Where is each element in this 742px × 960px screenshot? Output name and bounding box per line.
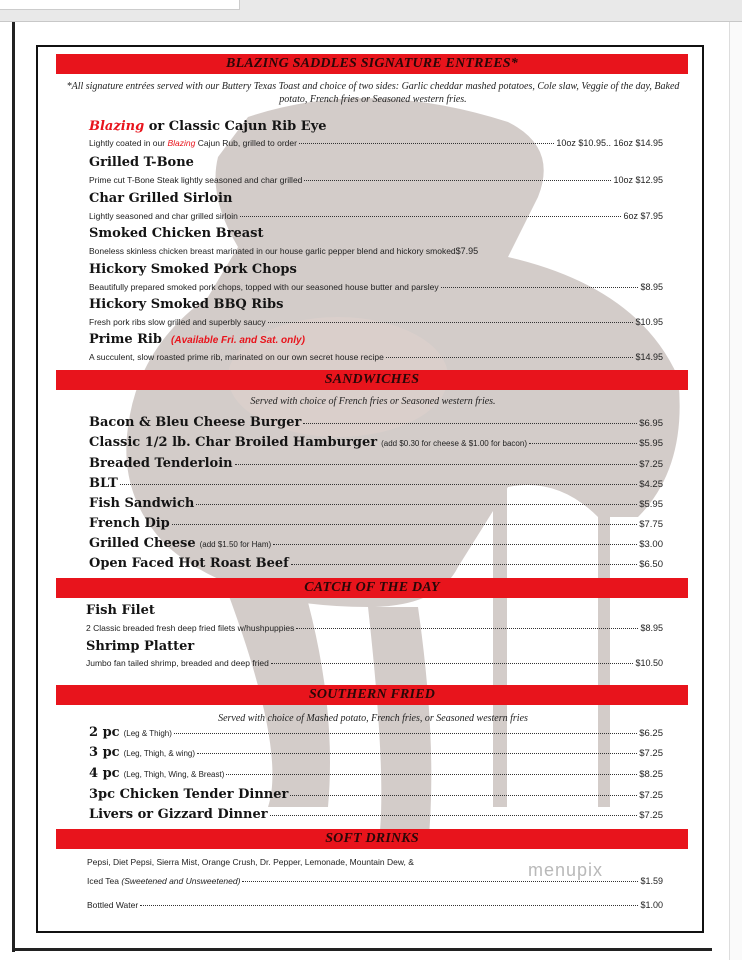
item-bbq-ribs-desc [89, 317, 663, 327]
dot-leader [226, 774, 637, 775]
southern-extra: (Leg, Thigh, & wing) [123, 749, 196, 758]
sandwich-extra: (add $1.50 for Ham) [199, 540, 272, 549]
dot-leader [299, 143, 554, 144]
sandwich-price: $4.25 [639, 479, 663, 490]
dot-leader [197, 753, 637, 754]
item-fish-filet-desc-text: 2 Classic breaded fresh deep fried filets w/hushpuppies [86, 623, 295, 633]
dot-leader [268, 322, 634, 323]
item-sirloin-desc-text: Lightly seasoned and char grilled sirloin [89, 211, 238, 221]
item-t-bone-desc-text: Prime cut T-Bone Steak lightly seasoned and char grilled [89, 175, 303, 185]
sandwich-row [89, 415, 663, 430]
item-prime-rib-availability: (Available Fri. and Sat. only) [171, 335, 305, 346]
drinks-list-text: Pepsi, Diet Pepsi, Sierra Mist, Orange Crush, Dr. Pepper, Lemonade, Mountain Dew, & [87, 857, 414, 867]
item-chicken-breast-desc [89, 246, 663, 256]
dot-leader [273, 544, 637, 545]
entrees-header: BLAZING SADDLES SIGNATURE ENTREES* [56, 54, 688, 74]
window-top-bar [0, 0, 742, 22]
item-t-bone-price: 10oz $12.95 [613, 175, 663, 185]
sandwiches-note: Served with choice of French fries or Seasoned western fries. [250, 396, 496, 407]
southern-price: $7.25 [639, 790, 663, 801]
sandwich-name: BLT [89, 476, 118, 491]
menu-page [36, 45, 704, 933]
sandwich-price: $5.95 [639, 499, 663, 510]
southern-price: $7.25 [639, 810, 663, 821]
catch-header: CATCH OF THE DAY [56, 578, 688, 598]
window-tab-strip [0, 0, 240, 10]
sandwich-price: $5.95 [639, 438, 663, 449]
dot-leader [304, 180, 611, 181]
sandwich-row [89, 476, 663, 491]
southern-row [89, 745, 663, 760]
item-shrimp-name: Shrimp Platter [86, 639, 195, 654]
dot-leader [290, 795, 637, 796]
sandwich-price: $7.75 [639, 519, 663, 530]
menupix-watermark: menupix [528, 860, 604, 880]
dot-leader [172, 524, 637, 525]
item-fish-filet-name: Fish Filet [86, 603, 155, 618]
southern-header: SOUTHERN FRIED [56, 685, 688, 705]
item-pork-chops-price: $8.95 [640, 282, 663, 292]
item-prime-rib-price: $14.95 [635, 352, 663, 362]
dot-leader [441, 287, 639, 288]
entrees-note: *All signature entrées served with our Buttery Texas Toast and choice of two sides: Garlic cheddar mashed potatoes, Cole slaw, Veggie of the day, Baked potato, French fries or Seasoned western fries. [66, 81, 680, 105]
sandwich-price: $3.00 [639, 539, 663, 550]
item-rib-eye-desc-pre: Lightly coated in our [89, 138, 166, 148]
item-pork-chops-name: Hickory Smoked Pork Chops [89, 262, 297, 277]
southern-price: $6.25 [639, 728, 663, 739]
item-fish-filet-desc [86, 623, 663, 633]
item-prime-rib-name [89, 332, 305, 347]
southern-name: 2 pc [89, 725, 120, 740]
item-fish-filet-price: $8.95 [640, 623, 663, 633]
item-shrimp-desc [86, 658, 663, 668]
dot-leader [242, 881, 638, 882]
dot-leader [271, 663, 634, 664]
item-chicken-breast-name: Smoked Chicken Breast [89, 226, 264, 241]
item-rib-eye-name [89, 119, 327, 134]
southern-price: $7.25 [639, 748, 663, 759]
item-rib-eye-desc-post: Cajun Rub, grilled to order [197, 138, 297, 148]
dot-leader [140, 905, 638, 906]
item-t-bone-desc [89, 175, 663, 185]
southern-name: 3 pc [89, 745, 120, 760]
sandwich-name: Open Faced Hot Roast Beef [89, 556, 289, 571]
page-border-bottom [12, 948, 712, 951]
sandwich-row [89, 556, 663, 571]
sandwich-extra: (add $0.30 for cheese & $1.00 for bacon) [381, 439, 527, 448]
drinks-water [87, 900, 663, 910]
dot-leader [529, 443, 637, 444]
southern-extra: (Leg & Thigh) [123, 729, 172, 738]
southern-row [89, 725, 663, 740]
item-rib-eye-desc [89, 138, 663, 148]
item-rib-eye-desc-red: Blazing [167, 138, 196, 148]
southern-price: $8.25 [639, 769, 663, 780]
sandwich-name: Breaded Tenderloin [89, 456, 233, 471]
page-border-left [12, 22, 15, 952]
sandwich-name: Classic 1/2 lb. Char Broiled Hamburger [89, 435, 378, 450]
drinks-water-price: $1.00 [640, 900, 663, 910]
drinks-tea-note: (Sweetened and Unsweetened) [121, 876, 241, 886]
southern-extra: (Leg, Thigh, Wing, & Breast) [123, 770, 225, 779]
item-pork-chops-desc-text: Beautifully prepared smoked pork chops, topped with our seasoned house butter and parsley [89, 282, 439, 292]
dot-leader [270, 815, 638, 816]
item-rib-eye-price: 10oz $10.95.. 16oz $14.95 [556, 138, 663, 148]
sandwiches-header: SANDWICHES [56, 370, 688, 390]
sandwich-row [89, 456, 663, 471]
sandwich-row [89, 516, 663, 531]
dot-leader [291, 564, 637, 565]
dot-leader [296, 628, 638, 629]
drinks-water-label: Bottled Water [87, 900, 139, 910]
sandwich-row [89, 496, 663, 511]
drinks-list [87, 857, 414, 867]
sandwich-row [89, 435, 663, 450]
item-chicken-breast-desc-text: Boneless skinless chicken breast marinated in our house garlic pepper blend and hickory smoked [89, 246, 456, 256]
dot-leader [174, 733, 637, 734]
southern-name: 3pc Chicken Tender Dinner [89, 787, 289, 802]
item-t-bone-name: Grilled T-Bone [89, 155, 194, 170]
item-sirloin-price: 6oz $7.95 [623, 211, 663, 221]
drinks-tea-label: Iced Tea [87, 876, 119, 886]
southern-note: Served with choice of Mashed potato, French fries, or Seasoned western fries [218, 713, 528, 724]
dot-leader [240, 216, 622, 217]
item-sirloin-name: Char Grilled Sirloin [89, 191, 233, 206]
dot-leader [386, 357, 634, 358]
sandwich-name: Grilled Cheese [89, 536, 196, 551]
dot-leader [196, 504, 637, 505]
dot-leader [303, 423, 637, 424]
item-prime-rib-name-text: Prime Rib [89, 332, 162, 347]
southern-name: 4 pc [89, 766, 120, 781]
drinks-tea-price: $1.59 [640, 876, 663, 886]
item-shrimp-price: $10.50 [635, 658, 663, 668]
dot-leader [120, 484, 637, 485]
sandwich-name: Bacon & Bleu Cheese Burger [89, 415, 302, 430]
item-bbq-ribs-name: Hickory Smoked BBQ Ribs [89, 297, 284, 312]
item-chicken-breast-price: $7.95 [455, 246, 479, 256]
sandwich-row [89, 536, 663, 551]
southern-name: Livers or Gizzard Dinner [89, 807, 268, 822]
item-bbq-ribs-desc-text: Fresh pork ribs slow grilled and superbly saucy [89, 317, 266, 327]
southern-row [89, 766, 663, 781]
southern-row [89, 807, 663, 822]
sandwich-price: $6.95 [639, 418, 663, 429]
sandwich-price: $6.50 [639, 559, 663, 570]
sandwich-name: French Dip [89, 516, 170, 531]
item-shrimp-desc-text: Jumbo fan tailed shrimp, breaded and deep fried [86, 658, 269, 668]
item-sirloin-desc [89, 211, 663, 221]
item-bbq-ribs-price: $10.95 [635, 317, 663, 327]
item-rib-eye-name-rest: or Classic Cajun Rib Eye [148, 119, 327, 134]
sandwich-price: $7.25 [639, 459, 663, 470]
item-prime-rib-desc [89, 352, 663, 362]
item-prime-rib-desc-text: A succulent, slow roasted prime rib, marinated on our own secret house recipe [89, 352, 384, 362]
item-pork-chops-desc [89, 282, 663, 292]
sandwich-name: Fish Sandwich [89, 496, 195, 511]
scroll-gutter[interactable] [729, 22, 742, 960]
dot-leader [235, 464, 638, 465]
drinks-header: SOFT DRINKS [56, 829, 688, 849]
southern-row [89, 787, 663, 802]
item-rib-eye-name-red: Blazing [89, 119, 145, 134]
